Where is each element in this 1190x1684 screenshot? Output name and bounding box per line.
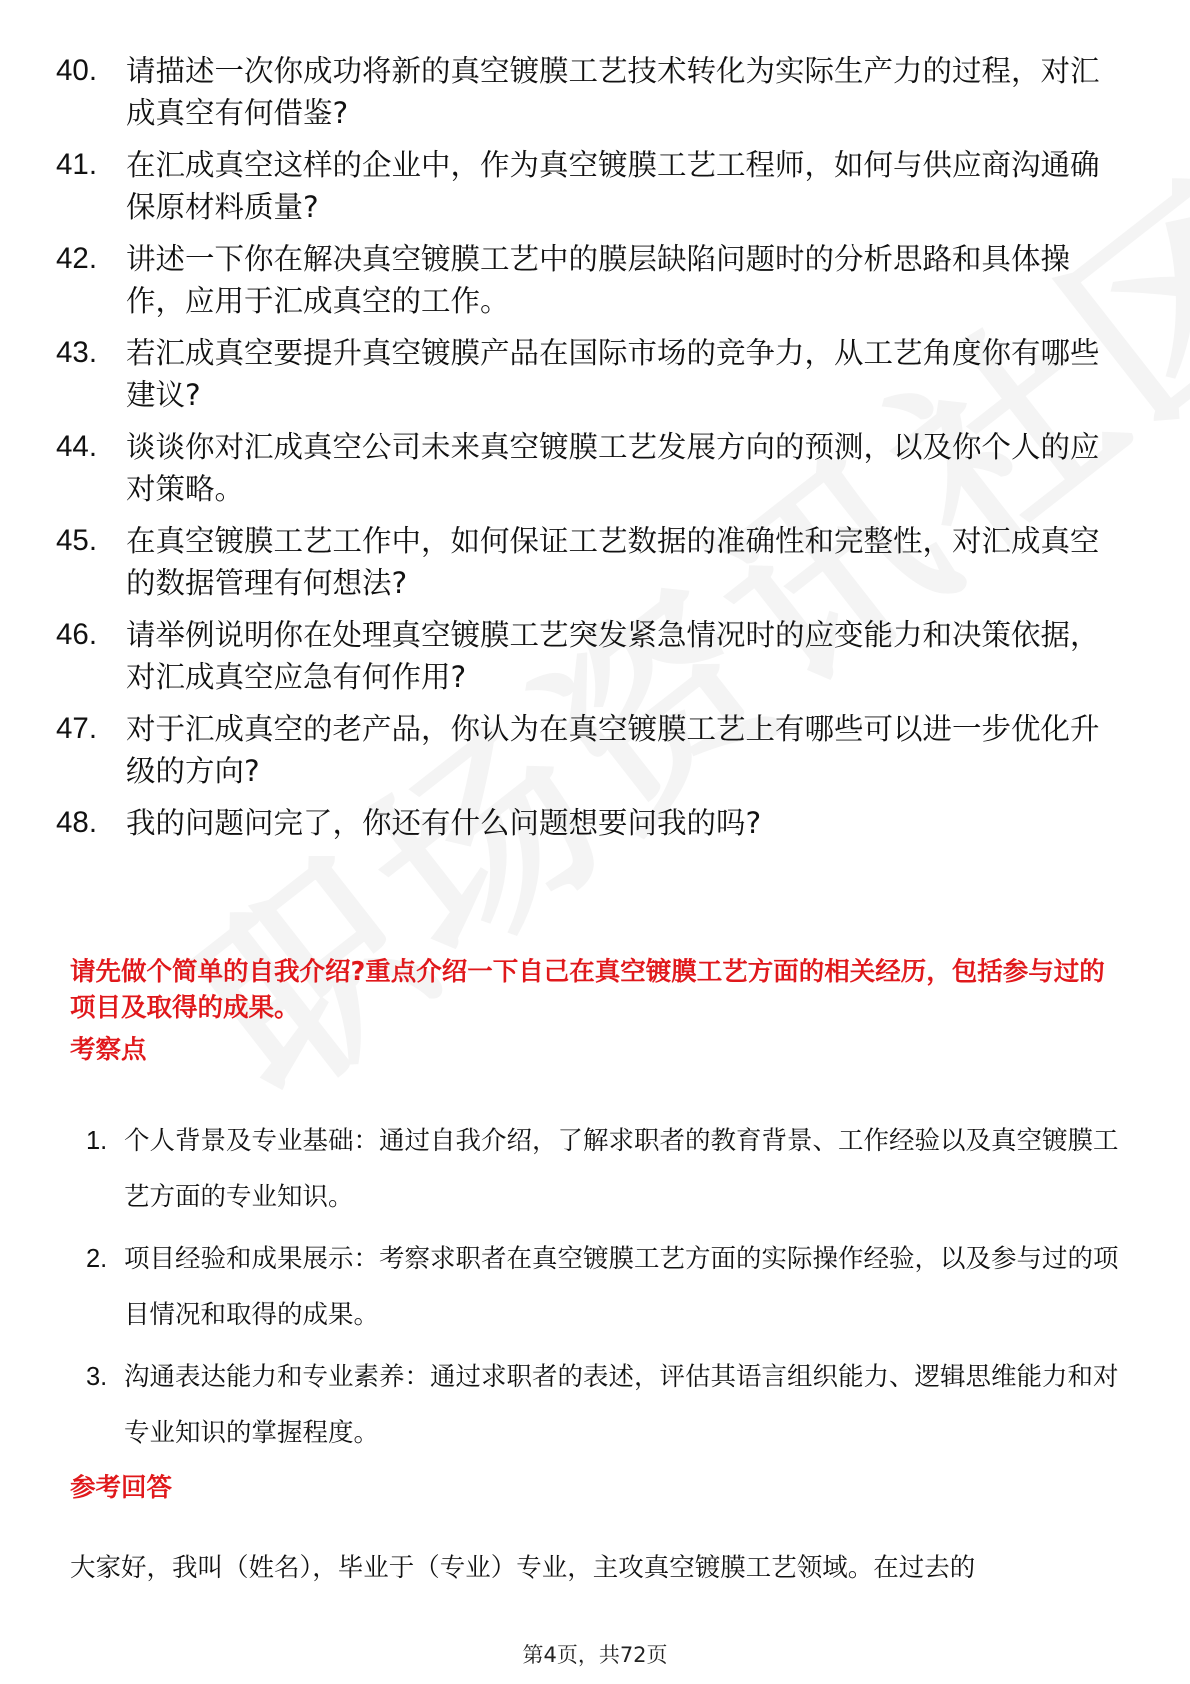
assessment-point xyxy=(86,1349,1126,1461)
question-text: 我的问题问完了，你还有什么问题想要问我的吗? xyxy=(126,806,762,840)
question-text: 请描述一次你成功将新的真空镀膜工艺技术转化为实际生产力的过程，对汇成真空有何借鉴? xyxy=(126,54,1100,130)
reference-heading: 参考回答 xyxy=(70,1473,173,1503)
point-number: 2. xyxy=(86,1245,108,1273)
assessment-point xyxy=(86,1231,1126,1343)
question-item xyxy=(56,332,1126,416)
highlight-question: 请先做个简单的自我介绍?重点介绍一下自己在真空镀膜工艺方面的相关经历，包括参与过的项目及取得的成果。 xyxy=(70,957,1105,1023)
question-item xyxy=(56,238,1126,322)
question-text: 若汇成真空要提升真空镀膜产品在国际市场的竞争力，从工艺角度你有哪些建议? xyxy=(126,336,1100,412)
question-number: 46. xyxy=(56,618,98,651)
question-item xyxy=(56,520,1126,604)
question-item xyxy=(56,50,1126,134)
question-number: 45. xyxy=(56,524,98,557)
question-item xyxy=(56,802,1126,844)
question-number: 43. xyxy=(56,336,98,369)
question-number: 44. xyxy=(56,430,98,463)
question-number: 40. xyxy=(56,54,98,87)
page-footer: 第4页，共72页 xyxy=(522,1643,668,1667)
assessment-point xyxy=(86,1113,1126,1225)
question-item xyxy=(56,708,1126,792)
question-item xyxy=(56,426,1126,510)
point-text: 沟通表达能力和专业素养：通过求职者的表述，评估其语言组织能力、逻辑思维能力和对专业知识的掌握程度。 xyxy=(124,1362,1119,1448)
question-item xyxy=(56,614,1126,698)
question-number: 41. xyxy=(56,148,98,181)
question-text: 在真空镀膜工艺工作中，如何保证工艺数据的准确性和完整性，对汇成真空的数据管理有何想法? xyxy=(126,524,1100,600)
question-text: 谈谈你对汇成真空公司未来真空镀膜工艺发展方向的预测，以及你个人的应对策略。 xyxy=(126,430,1100,506)
question-text: 请举例说明你在处理真空镀膜工艺突发紧急情况时的应变能力和决策依据，对汇成真空应急有何作用? xyxy=(126,618,1100,694)
question-item xyxy=(56,144,1126,228)
reference-answer: 大家好，我叫（姓名），毕业于（专业）专业，主攻真空镀膜工艺领域。在过去的 xyxy=(70,1553,976,1583)
point-number: 3. xyxy=(86,1363,108,1391)
question-text: 对于汇成真空的老产品，你认为在真空镀膜工艺上有哪些可以进一步优化升级的方向? xyxy=(126,712,1100,788)
point-number: 1. xyxy=(86,1127,108,1155)
question-number: 42. xyxy=(56,242,98,275)
assessment-points xyxy=(86,1113,1126,1467)
point-text: 个人背景及专业基础：通过自我介绍，了解求职者的教育背景、工作经验以及真空镀膜工艺方面的专业知识。 xyxy=(124,1126,1119,1212)
question-text: 在汇成真空这样的企业中，作为真空镀膜工艺工程师，如何与供应商沟通确保原材料质量? xyxy=(126,148,1100,224)
point-text: 项目经验和成果展示：考察求职者在真空镀膜工艺方面的实际操作经验，以及参与过的项目情况和取得的成果。 xyxy=(124,1244,1119,1330)
question-number: 48. xyxy=(56,806,98,839)
assessment-heading: 考察点 xyxy=(70,1035,147,1065)
question-number: 47. xyxy=(56,712,98,745)
question-text: 讲述一下你在解决真空镀膜工艺中的膜层缺陷问题时的分析思路和具体操作，应用于汇成真空的工作。 xyxy=(126,242,1071,318)
question-list xyxy=(56,50,1126,854)
